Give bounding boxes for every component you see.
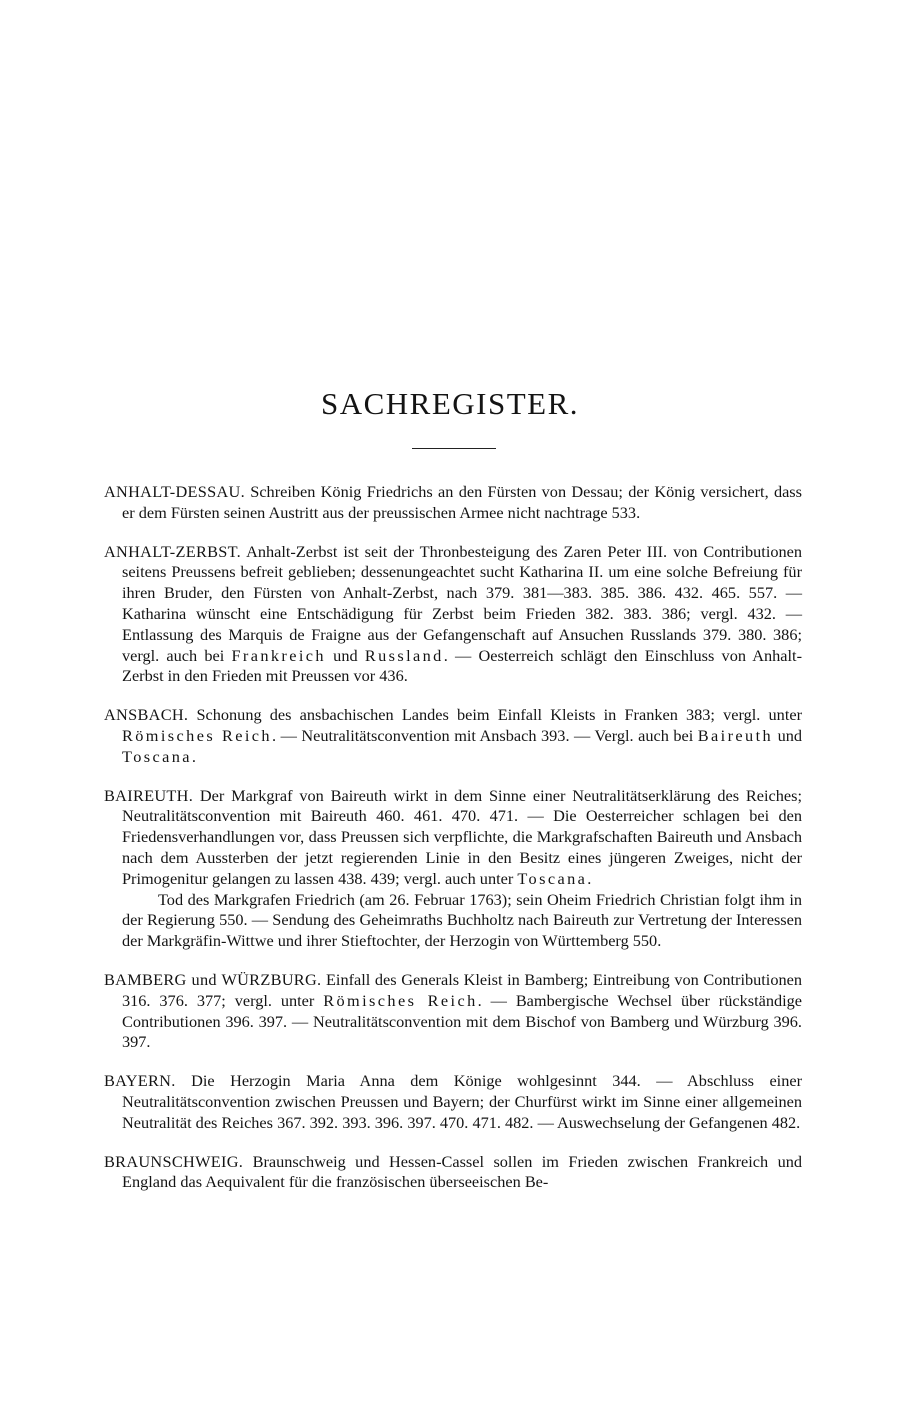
entry-body: Die Herzogin Maria Anna dem Könige wohlgesinnt 344. — Abschluss einer Neutralitätsconvention zwischen Preussen und Bayern; der Churfürst wirkt im Sinne einer allgemeinen Neutralität des Reiches 367. 392. 393. 396. 397. 470. 471. 482. — Auswechselung der Gefangenen 482. (122, 1071, 802, 1132)
entry-heading: ANHALT-DESSAU. (104, 482, 245, 501)
entry-heading: ANHALT-ZERBST. (104, 541, 242, 561)
entry-body: und (325, 645, 365, 665)
entry-heading: BAIREUTH. (104, 785, 194, 805)
entry-continuation: Tod des Markgrafen Friedrich (am 26. Februar 1763); sein Oheim Friedrich Christian folgt ihm in der Regierung 550. — Sendung des Geheimraths Buchholtz nach Baireuth zur Vertretung der Interessen der Markgräfin-Wittwe und ihrer Stieftochter, der Herzogin von Württemberg 550. (122, 889, 802, 951)
entry-body: Der Markgraf von Baireuth wirkt in dem Sinne einer Neutralitätserklärung des Reiches; Neutralitätsconvention mit Baireuth 460. 461. 470. 471. — Die Oesterreicher schlagen bei den Friedensverhandlungen vor, dass Preussen sich verpflichte, die Markgrafschaften Baireuth und Ansbach nach dem Aussterben der jetzt regierenden Linie in den Besitz eines jüngeren Zweiges, nicht der Primogenitur gelangen zu lassen 438. 439; vergl. auch unter (122, 785, 802, 888)
page-title: SACHREGISTER. (320, 386, 580, 421)
cross-reference: Baireuth (697, 725, 774, 745)
entry-body: Anhalt-Zerbst ist seit der Thronbesteigung des Zaren Peter III. von Contributionen seitens Preussens befreit geblieben; dessenungeachtet sucht Katharina II. um eine solche Befreiung für ihren Bruder, den Fürsten von Anhalt-Zerbst, nach 379. 381—383. 385. 386. 432. 465. 557. — Katharina wünscht eine Entschädigung für Zerbst beim Frieden 382. 383. 386; vergl. 432. — Entlassung des Marquis de Fraigne aus der Gefangenschaft auf Ansuchen Russlands 379. 380. 386; vergl. auch bei (122, 541, 803, 665)
index-entry (104, 970, 802, 1053)
cross-reference: Römisches Reich (122, 725, 272, 745)
entry-body: und (773, 725, 803, 745)
entry-body: . — Neutralitätsconvention mit Ansbach 393. — Vergl. auch bei (271, 725, 698, 745)
entry-body: . — Bambergische Wechsel über rückständige Contributionen 396. 397. — Neutralitätsconvention mit dem Bischof von Bamberg und Würzburg 396. 397. (122, 990, 802, 1052)
entry-body: . (587, 868, 592, 888)
entry-heading: BAMBERG und WÜRZBURG. (104, 969, 322, 989)
cross-reference: Toscana (122, 746, 192, 766)
index-entry (104, 542, 802, 688)
index-entry (104, 786, 802, 952)
index-entries (104, 482, 802, 1211)
entry-body: . — Oesterreich schlägt den Einschluss von Anhalt-Zerbst in den Frieden mit Preussen vor 436. (122, 645, 803, 686)
index-entry (104, 482, 802, 524)
entry-body: Schonung des ansbachischen Landes beim Einfall Kleists in Franken 383; vergl. unter (196, 705, 802, 725)
cross-reference: Toscana (517, 868, 588, 888)
entry-text (104, 482, 802, 524)
entry-text (104, 785, 802, 890)
entry-heading: ANSBACH. (104, 705, 189, 725)
entry-text (104, 969, 802, 1053)
title-rule (412, 448, 496, 449)
entry-body: Einfall des Generals Kleist in Bamberg; Eintreibung von Contributionen 316. 376. 377; vergl. unter (122, 969, 802, 1010)
entry-text (104, 705, 803, 767)
entry-heading: BRAUNSCHWEIG. (104, 1151, 244, 1171)
cross-reference: Römisches Reich (323, 990, 478, 1010)
index-entry (104, 1071, 802, 1133)
entry-text (104, 1151, 802, 1194)
entry-body: . (191, 746, 196, 766)
index-entry (104, 1152, 802, 1194)
entry-text (104, 1071, 802, 1133)
entry-body: Braunschweig und Hessen-Cassel sollen im Frieden zwischen Frankreich und England das Aequivalent für die französischen überseeischen Be- (122, 1151, 802, 1192)
entry-heading: BAYERN. (104, 1071, 176, 1091)
cross-reference: Frankreich (231, 645, 326, 665)
index-entry (104, 705, 802, 767)
entry-text (104, 541, 803, 688)
entry-body: Schreiben König Friedrichs an den Fürsten von Dessau; der König versichert, dass er dem Fürsten seinen Austritt aus der preussischen Armee nicht nachtrage 533. (122, 482, 802, 522)
cross-reference: Russland (364, 645, 444, 665)
